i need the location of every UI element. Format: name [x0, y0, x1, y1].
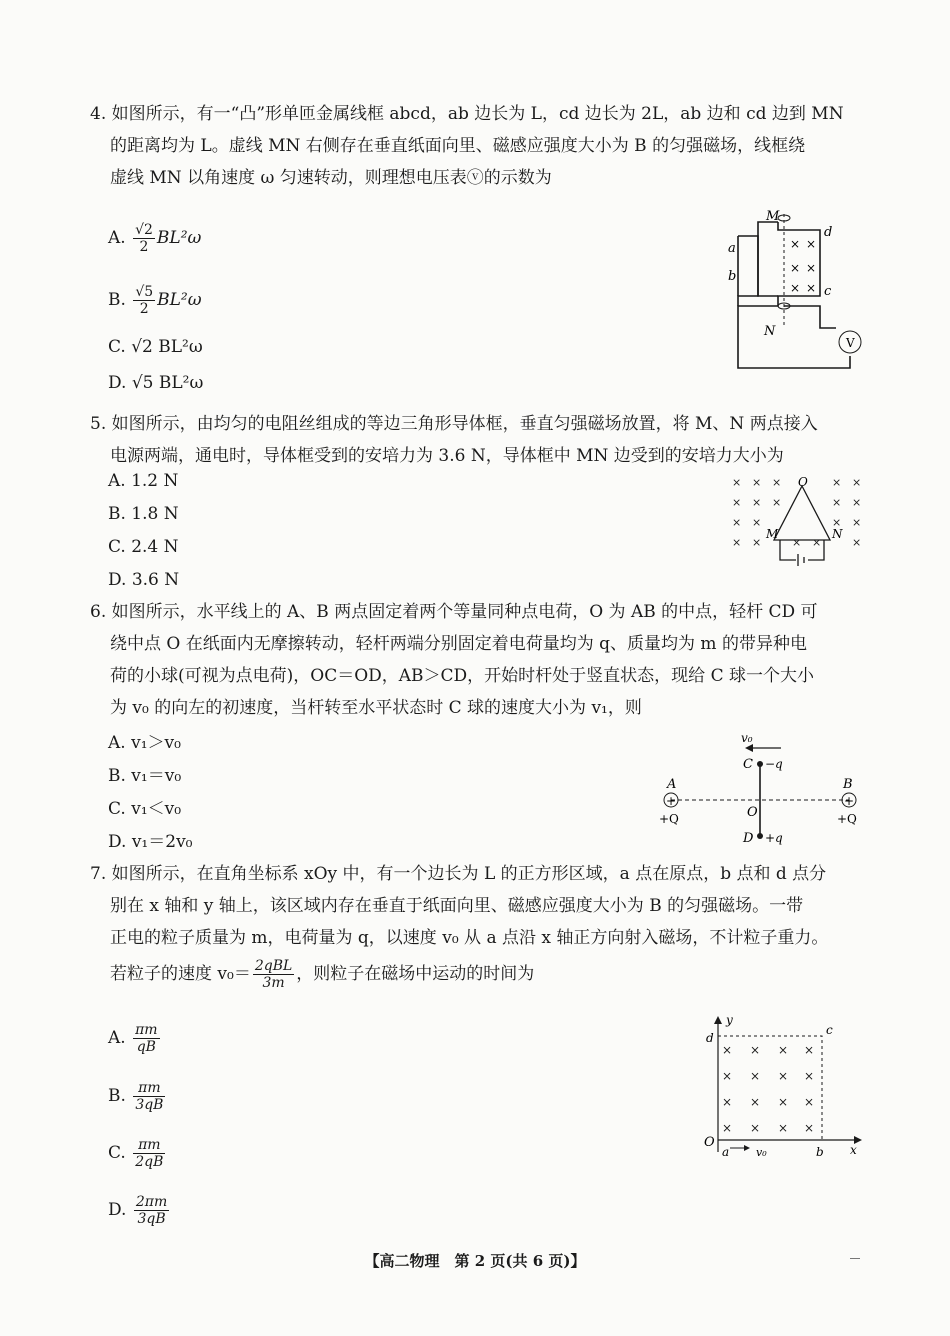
q4-line: 的距离均为 L。虚线 MN 右侧存在垂直纸面向里、磁感应强度大小为 B 的匀强磁场，线框绕 — [110, 136, 806, 156]
svg-text:v₀: v₀ — [741, 731, 753, 745]
svg-text:×: × — [778, 1069, 789, 1083]
svg-text:×: × — [806, 281, 817, 295]
svg-text:×: × — [790, 237, 801, 251]
svg-text:×: × — [750, 1043, 761, 1057]
svg-text:−q: −q — [765, 757, 783, 771]
svg-text:×: × — [852, 476, 862, 489]
svg-text:×: × — [852, 536, 862, 549]
svg-text:×: × — [852, 496, 862, 509]
svg-text:×: × — [792, 536, 802, 549]
q5-line: 5. 如图所示，由均匀的电阻丝组成的等边三角形导体框，垂直匀强磁场放置，将 M、N 两点接入 — [90, 414, 818, 434]
svg-text:×: × — [832, 476, 842, 489]
q7-line: 别在 x 轴和 y 轴上，该区域内存在垂直于纸面向里、磁感应强度大小为 B 的匀强磁场。一带 — [110, 896, 804, 916]
q6-option-c: C. v₁＜v₀ — [108, 799, 182, 819]
q7-option-d: D. $\frac{2\pi m}{3qB}$ — [108, 1194, 168, 1227]
svg-text:×: × — [806, 237, 817, 251]
svg-text:+q: +q — [765, 831, 783, 845]
svg-text:×: × — [732, 536, 742, 549]
q5-option-a: A. 1.2 N — [108, 471, 179, 491]
q6-figure — [655, 728, 865, 853]
question-6-stem — [90, 596, 870, 724]
svg-text:×: × — [772, 476, 782, 489]
svg-text:+Q: +Q — [659, 812, 679, 826]
svg-text:×: × — [804, 1095, 815, 1109]
q6-option-a: A. v₁＞v₀ — [108, 733, 181, 753]
svg-text:C: C — [743, 757, 753, 772]
svg-text:×: × — [752, 476, 762, 489]
svg-text:A: A — [667, 777, 677, 792]
svg-text:D: D — [743, 831, 754, 846]
svg-text:c: c — [826, 1023, 833, 1037]
svg-text:×: × — [804, 1069, 815, 1083]
svg-text:×: × — [752, 536, 762, 549]
svg-text:+: + — [666, 794, 677, 808]
svg-text:×: × — [852, 516, 862, 529]
triangle-frame — [774, 486, 830, 540]
q4-line: 虚线 MN 以角速度 ω 匀速转动，则理想电压表ⓥ的示数为 — [110, 168, 552, 188]
q7-line: 正电的粒子质量为 m，电荷量为 q，以速度 v₀ 从 a 点沿 x 轴正方向射入磁场，不计粒子重力。 — [110, 928, 829, 948]
q7-line-4: 若粒子的速度 v₀＝ $\frac{\text{2qBL}}{3m}$ ，则粒子在磁场中运动的时间为 — [110, 958, 535, 991]
svg-text:a: a — [722, 1145, 730, 1159]
page-footer: 【高二物理 第 2 页(共 6 页)】 — [364, 1252, 586, 1270]
q4-figure — [720, 200, 870, 380]
svg-text:×: × — [790, 281, 801, 295]
svg-text:×: × — [732, 476, 742, 489]
svg-text:×: × — [832, 516, 842, 529]
svg-text:×: × — [732, 496, 742, 509]
svg-text:B: B — [843, 777, 853, 792]
q7-option-b: B. $\frac{\pi m}{3qB}$ — [108, 1080, 164, 1113]
q5-option-c: C. 2.4 N — [108, 537, 179, 557]
svg-text:c: c — [824, 284, 832, 299]
svg-text:+Q: +Q — [837, 812, 857, 826]
svg-text:×: × — [722, 1121, 733, 1135]
svg-text:M: M — [766, 527, 779, 541]
q4-option-b: B. $\frac{√5}{2}$ BL²ω — [108, 284, 202, 317]
svg-text:M: M — [766, 209, 780, 224]
svg-text:N: N — [764, 324, 776, 339]
svg-text:×: × — [732, 516, 742, 529]
svg-text:y: y — [726, 1013, 733, 1027]
q5-line: 电源两端，通电时，导体框受到的安培力为 3.6 N，导体框中 MN 边受到的安培力大小为 — [110, 446, 784, 466]
svg-text:×: × — [804, 1043, 815, 1057]
svg-text:N: N — [832, 527, 843, 541]
svg-text:×: × — [806, 261, 817, 275]
svg-text:×: × — [722, 1095, 733, 1109]
svg-text:b: b — [816, 1145, 824, 1159]
svg-text:×: × — [722, 1043, 733, 1057]
svg-text:a: a — [728, 241, 736, 256]
svg-text:×: × — [790, 261, 801, 275]
svg-text:×: × — [778, 1043, 789, 1057]
svg-text:O: O — [747, 805, 758, 820]
q6-line: 荷的小球(可视为点电荷)，OC＝OD，AB＞CD，开始时杆处于竖直状态，现给 C 球一个大小 — [110, 666, 814, 686]
q5-figure — [728, 472, 868, 572]
svg-text:×: × — [804, 1121, 815, 1135]
svg-text:v₀: v₀ — [756, 1146, 767, 1159]
svg-text:×: × — [778, 1121, 789, 1135]
svg-text:O: O — [704, 1135, 715, 1150]
q4-option-a: A. $\frac{√2}{2}$ BL²ω — [108, 222, 202, 255]
svg-text:×: × — [752, 516, 762, 529]
q6-line: 6. 如图所示，水平线上的 A、B 两点固定着两个等量同种点电荷，O 为 AB 的中点，轻杆 CD 可 — [90, 602, 818, 622]
svg-text:×: × — [750, 1069, 761, 1083]
q6-line: 绕中点 O 在纸面内无摩擦转动，轻杆两端分别固定着电荷量均为 q、质量均为 m 的带异种电 — [110, 634, 807, 654]
q5-option-d: D. 3.6 N — [108, 570, 180, 590]
question-7-stem — [90, 858, 870, 991]
svg-text:b: b — [728, 269, 737, 284]
corner-mark — [850, 1258, 860, 1259]
q5-option-b: B. 1.8 N — [108, 504, 179, 524]
q7-figure — [700, 1012, 870, 1162]
q6-line: 为 v₀ 的向左的初速度，当杆转至水平状态时 C 球的速度大小为 v₁，则 — [110, 698, 642, 718]
q7-option-a: A. $\frac{\pi m}{qB}$ — [108, 1022, 158, 1055]
question-5-stem — [90, 408, 870, 472]
question-4-stem — [90, 98, 870, 194]
svg-text:×: × — [750, 1121, 761, 1135]
q4-line: 4. 如图所示，有一“凸”形单匝金属线框 abcd，ab 边长为 L，cd 边长为 2L，ab 边和 cd 边到 MN — [90, 104, 844, 124]
q6-option-d: D. v₁＝2v₀ — [108, 832, 193, 852]
svg-text:x: x — [850, 1143, 857, 1157]
svg-text:d: d — [824, 225, 833, 240]
svg-text:×: × — [722, 1069, 733, 1083]
svg-text:+: + — [844, 794, 855, 808]
q7-option-c: C. $\frac{\pi m}{2qB}$ — [108, 1137, 164, 1170]
svg-text:×: × — [832, 496, 842, 509]
svg-text:×: × — [750, 1095, 761, 1109]
svg-text:V: V — [846, 336, 855, 350]
q6-option-b: B. v₁＝v₀ — [108, 766, 182, 786]
q4-option-c: C. √2 BL²ω — [108, 337, 203, 357]
svg-text:×: × — [752, 496, 762, 509]
svg-text:d: d — [706, 1031, 714, 1045]
svg-text:O: O — [798, 475, 808, 489]
svg-text:×: × — [812, 536, 822, 549]
svg-text:×: × — [772, 496, 782, 509]
q7-line: 7. 如图所示，在直角坐标系 xOy 中，有一个边长为 L 的正方形区域，a 点在原点，b 点和 d 点分 — [90, 864, 827, 884]
svg-text:×: × — [778, 1095, 789, 1109]
q4-option-d: D. √5 BL²ω — [108, 373, 204, 393]
